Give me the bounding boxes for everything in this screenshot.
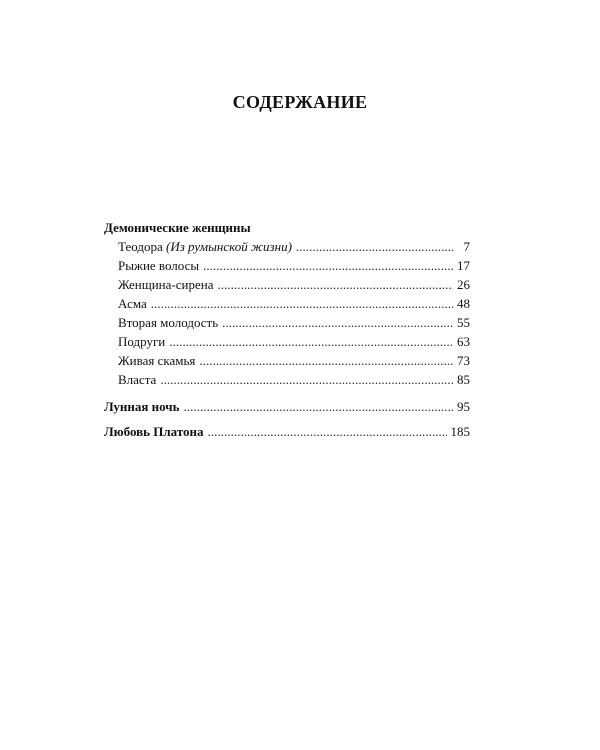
dot-leader (222, 313, 453, 332)
dot-leader (208, 422, 447, 441)
section-heading: Демонические женщины (104, 220, 251, 235)
entry-page-number: 73 (457, 353, 470, 368)
entry-title: Подруги (118, 334, 166, 349)
entry-title: Теодора (Из румынской жизни) (118, 239, 292, 254)
entry-title: Власта (118, 372, 157, 387)
toc-entry (104, 275, 470, 294)
dot-leader (217, 275, 453, 294)
entry-page-number: 17 (457, 258, 470, 273)
dot-leader (151, 294, 453, 313)
dot-leader (184, 397, 454, 416)
entry-page-number: 26 (457, 277, 470, 292)
entry-title: Женщина-сирена (118, 277, 214, 292)
toc-entry (104, 256, 470, 275)
dot-leader (160, 370, 453, 389)
toc-entry-top-level (104, 397, 470, 416)
toc-entry (104, 313, 470, 332)
entry-page-number: 185 (450, 424, 470, 439)
entry-page-number: 63 (457, 334, 470, 349)
toc-entry (104, 332, 470, 351)
page-title: СОДЕРЖАНИЕ (232, 92, 368, 112)
table-of-contents (104, 218, 470, 441)
toc-entry (104, 370, 470, 389)
dot-leader (169, 332, 453, 351)
entry-page-number: 95 (457, 399, 470, 414)
dot-leader (199, 351, 453, 370)
toc-entry (104, 294, 470, 313)
entry-title: Любовь Платона (104, 424, 204, 439)
toc-entry (104, 237, 470, 256)
entry-page-number: 48 (457, 296, 470, 311)
entry-page-number: 55 (457, 315, 470, 330)
toc-entry (104, 351, 470, 370)
entry-page-number: 7 (463, 239, 470, 254)
entry-title: Асма (118, 296, 147, 311)
entry-title: Лунная ночь (104, 399, 180, 414)
toc-entry-top-level (104, 422, 470, 441)
entry-title: Вторая молодость (118, 315, 219, 330)
dot-leader (296, 237, 454, 256)
entry-title: Рыжие волосы (118, 258, 200, 273)
entry-title: Живая скамья (118, 353, 196, 368)
dot-leader (203, 256, 453, 275)
entry-page-number: 85 (457, 372, 470, 387)
